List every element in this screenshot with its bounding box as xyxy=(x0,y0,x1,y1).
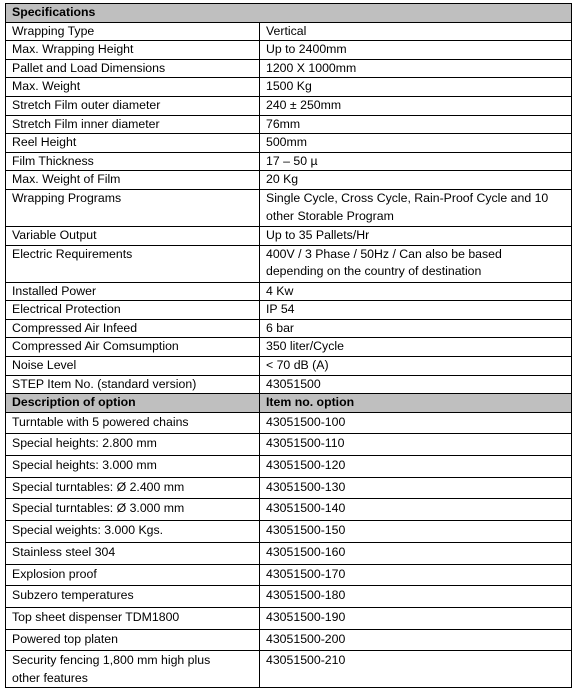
spec-value: 1200 X 1000mm xyxy=(260,59,572,78)
option-item-no: 43051500-180 xyxy=(260,586,572,608)
option-description: Special weights: 3.000 Kgs. xyxy=(6,521,260,543)
option-description: Explosion proof xyxy=(6,564,260,586)
spec-row xyxy=(6,356,572,375)
spec-value: Single Cycle, Cross Cycle, Rain-Proof Cycle and 10 other Storable Program xyxy=(260,189,572,226)
spec-row xyxy=(6,59,572,78)
spec-row xyxy=(6,96,572,115)
spec-value: 1500 Kg xyxy=(260,78,572,97)
option-row xyxy=(6,521,572,543)
spec-label: Stretch Film inner diameter xyxy=(6,115,260,134)
spec-value: 76mm xyxy=(260,115,572,134)
spec-row xyxy=(6,115,572,134)
option-description: Subzero temperatures xyxy=(6,586,260,608)
spec-label: Variable Output xyxy=(6,226,260,245)
options-header-row xyxy=(6,394,572,413)
spec-label: Max. Wrapping Height xyxy=(6,41,260,60)
option-item-no: 43051500-200 xyxy=(260,629,572,651)
spec-row xyxy=(6,189,572,226)
spec-value: 240 ± 250mm xyxy=(260,96,572,115)
spec-row xyxy=(6,78,572,97)
option-item-no: 43051500-190 xyxy=(260,607,572,629)
option-description: Special turntables: Ø 3.000 mm xyxy=(6,499,260,521)
option-row xyxy=(6,651,572,688)
option-row xyxy=(6,607,572,629)
option-row xyxy=(6,564,572,586)
spec-row xyxy=(6,171,572,190)
option-item-no: 43051500-210 xyxy=(260,651,572,688)
option-item-no: 43051500-160 xyxy=(260,542,572,564)
spec-value: 17 – 50 µ xyxy=(260,152,572,171)
spec-label: Wrapping Programs xyxy=(6,189,260,226)
option-description: Security fencing 1,800 mm high plus other features xyxy=(6,651,260,688)
spec-label: Electrical Protection xyxy=(6,301,260,320)
option-item-no: 43051500-150 xyxy=(260,521,572,543)
spec-row xyxy=(6,134,572,153)
specifications-table xyxy=(5,3,572,688)
option-row xyxy=(6,477,572,499)
spec-label: Max. Weight xyxy=(6,78,260,97)
spec-row xyxy=(6,226,572,245)
option-item-no: 43051500-170 xyxy=(260,564,572,586)
option-row xyxy=(6,542,572,564)
spec-row xyxy=(6,245,572,282)
spec-value: Up to 35 Pallets/Hr xyxy=(260,226,572,245)
spec-value: Vertical xyxy=(260,22,572,41)
option-item-no: 43051500-130 xyxy=(260,477,572,499)
option-item-no: 43051500-100 xyxy=(260,412,572,434)
option-row xyxy=(6,412,572,434)
spec-label: Installed Power xyxy=(6,282,260,301)
spec-label: Reel Height xyxy=(6,134,260,153)
option-description: Top sheet dispenser TDM1800 xyxy=(6,607,260,629)
spec-value: 4 Kw xyxy=(260,282,572,301)
option-description: Special turntables: Ø 2.400 mm xyxy=(6,477,260,499)
options-item-no-header: Item no. option xyxy=(260,394,572,413)
spec-label: Compressed Air Comsumption xyxy=(6,338,260,357)
spec-label: Film Thickness xyxy=(6,152,260,171)
spec-value: Up to 2400mm xyxy=(260,41,572,60)
option-item-no: 43051500-140 xyxy=(260,499,572,521)
option-description: Stainless steel 304 xyxy=(6,542,260,564)
option-row xyxy=(6,586,572,608)
spec-row xyxy=(6,301,572,320)
spec-value: 500mm xyxy=(260,134,572,153)
spec-value: IP 54 xyxy=(260,301,572,320)
option-item-no: 43051500-120 xyxy=(260,456,572,478)
spec-value: 43051500 xyxy=(260,375,572,394)
spec-row xyxy=(6,319,572,338)
spec-label: Compressed Air Infeed xyxy=(6,319,260,338)
spec-value: 400V / 3 Phase / 50Hz / Can also be based depending on the country of destination xyxy=(260,245,572,282)
spec-row xyxy=(6,22,572,41)
spec-row xyxy=(6,41,572,60)
spec-row xyxy=(6,338,572,357)
spec-value: 20 Kg xyxy=(260,171,572,190)
spec-value: 6 bar xyxy=(260,319,572,338)
spec-label: Pallet and Load Dimensions xyxy=(6,59,260,78)
option-row xyxy=(6,629,572,651)
option-description: Special heights: 3.000 mm xyxy=(6,456,260,478)
spec-label: Wrapping Type xyxy=(6,22,260,41)
option-item-no: 43051500-110 xyxy=(260,434,572,456)
spec-row xyxy=(6,282,572,301)
spec-row xyxy=(6,375,572,394)
spec-label: STEP Item No. (standard version) xyxy=(6,375,260,394)
specifications-title: Specifications xyxy=(6,4,572,23)
option-description: Turntable with 5 powered chains xyxy=(6,412,260,434)
spec-row xyxy=(6,152,572,171)
specifications-table-body xyxy=(6,4,572,688)
spec-label: Stretch Film outer diameter xyxy=(6,96,260,115)
spec-label: Max. Weight of Film xyxy=(6,171,260,190)
option-description: Powered top platen xyxy=(6,629,260,651)
specifications-header-row xyxy=(6,4,572,23)
spec-label: Noise Level xyxy=(6,356,260,375)
spec-value: < 70 dB (A) xyxy=(260,356,572,375)
option-row xyxy=(6,456,572,478)
option-row xyxy=(6,434,572,456)
spec-value: 350 liter/Cycle xyxy=(260,338,572,357)
options-description-header: Description of option xyxy=(6,394,260,413)
spec-label: Electric Requirements xyxy=(6,245,260,282)
option-description: Special heights: 2.800 mm xyxy=(6,434,260,456)
option-row xyxy=(6,499,572,521)
